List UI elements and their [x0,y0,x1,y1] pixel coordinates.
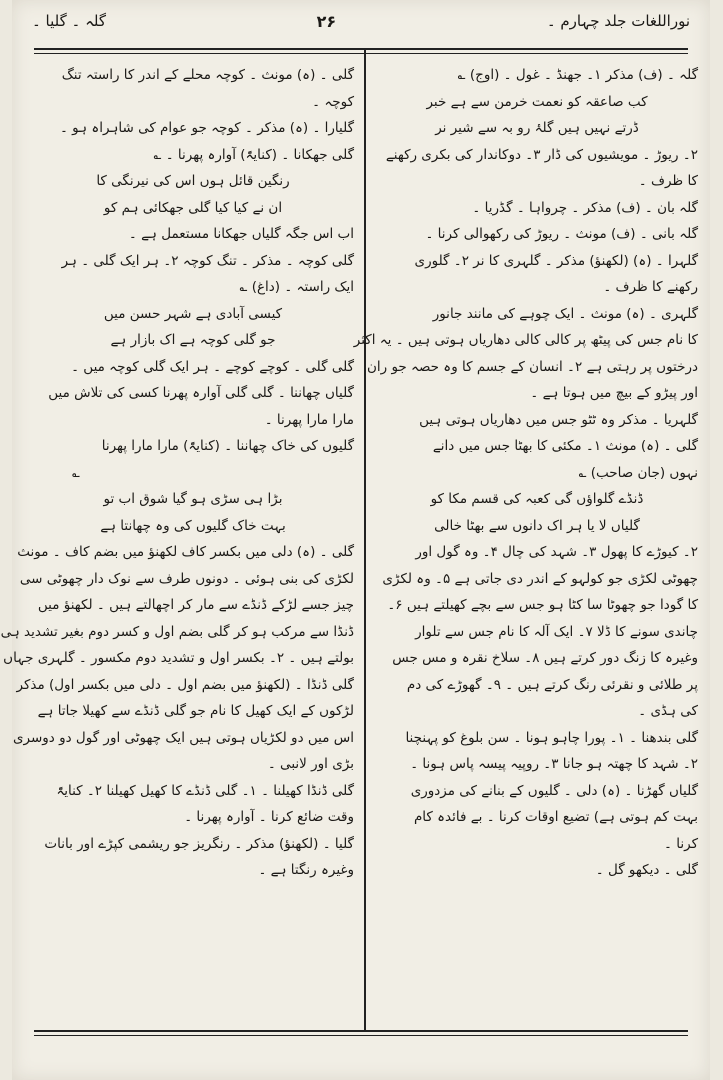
entry-line: گلہریا ۔ مذکر وہ ٹٹو جس میں دھاریاں ہوتی ہیں [419,411,698,428]
entry-line: گلہری ۔ (ہ) مونث ۔ ایک چوہے کی مانند جانور [432,305,698,322]
entry-line: نہوں (جان صاحب) ؎ [578,464,698,481]
entry-line: گلی جھکانا ۔ (کنایۃً) آوارہ پھرنا ۔ ؎ [153,146,354,163]
entry-line: گلیاں گھڑنا ۔ (ہ) دلی ۔ گلیوں کے بنانے کی مزدوری [410,782,698,799]
entry-line: چیز جسے لڑکے ڈنڈے سے مار کر اچھالتے ہیں ۔ لکھنؤ میں [37,597,354,613]
page-range-title: گلہ ۔ گلیا ۔ [32,12,106,30]
entry-line: ڈنڈا سے مرکب ہو کر گلی بضم اول و کسر دوم بغیر تشدید ہی [0,623,354,640]
entry-line: بڑی اور لانبی ۔ [267,756,354,772]
entry-line: لڑکوں کے ایک کھیل کا نام جو گلی ڈنڈے سے کھیلا جاتا ہے [37,703,354,719]
bottom-rule-thin [34,1035,688,1036]
entry-line: بولتے ہیں ۔ ۲۔ بکسر اول و تشدید دوم مکسور ۔ گلہری جہاں [3,650,354,666]
entry-line: کا گودا جو چھوٹا سا کٹا ہو جس سے بچے کھیلتے ہیں ۶۔ [387,597,698,613]
entry-line: بڑا ہی سڑی ہو گیا شوق اب تو [103,491,283,507]
entry-line: گلی ۔ (ہ) مونث ۱۔ مکئی کا بھٹا جس میں دانے [432,438,698,454]
entry-line: چاندی سونے کا ڈلا ۷۔ ایک آلہ کا نام جس سے تلوار [415,623,698,640]
entry-line: لکڑی کی بنی ہوئی ۔ دونوں طرف سے نوک دار چھوٹی سی [19,570,354,587]
entry-line: گلیوں کی خاک چھاننا ۔ (کنایۃً) مارا مارا پھرنا [101,438,354,454]
right-column [353,62,698,1022]
entry-line: رکھنے کا ظرف ۔ [603,279,698,295]
entry-line: ۲۔ کیوڑے کا پھول ۳۔ شہد کی چال ۴۔ وہ گول اور [415,544,698,560]
entry-line: اس میں دو لکڑیاں ہوتی ہیں ایک چھوٹی اور گول دو دوسری [12,729,354,746]
entry-line: درختوں پر رہتی ہے ۲۔ انسان کے جسم کا وہ حصہ جو ران [366,358,698,375]
entry-line: ۲۔ ریوڑ ۔ مویشیوں کی ڈار ۳۔ دوکاندار کی بکری رکھنے [385,146,698,163]
entry-line: اور پیڑو کے بیچ میں ہوتا ہے ۔ [530,385,698,401]
entry-line: بہت کم ہوتی ہے) تضیع اوقات کرنا ۔ بے فائدہ کام [413,809,698,825]
entry-line: کیسی آبادی ہے شہر حسن میں [103,305,283,322]
entry-line: ایک راستہ ۔ (داغ) ؎ [239,279,354,295]
entry-line: گلہرا ۔ (ہ) (لکھنؤ) مذکر ۔ گلہری کا نر ۲۔ گلوری [414,252,698,269]
entry-line: گلہ ۔ (ف) مذکر ۱۔ جھنڈ ۔ غول ۔ (اوج) ؎ [457,67,698,83]
left-column [0,62,354,1022]
entry-line: گلہ بان ۔ (ف) مذکر ۔ چرواہا ۔ گڈریا ۔ [472,199,698,216]
entry-line: وغیرہ رنگتا ہے ۔ [258,862,354,878]
entry-line: ۲۔ شہد کا چھتہ ہو جانا ۳۔ روپیہ پیسہ پاس ہونا ۔ [410,756,698,772]
entry-line: بہت خاک گلیوں کی وہ چھانتا ہے [100,517,286,534]
entry-line: گلیا ۔ (لکھنؤ) مذکر ۔ رنگریز جو ریشمی کپڑے اور بانات [44,835,354,852]
bottom-rule [34,1030,688,1032]
entry-line: کب صاعقہ کو نعمت خرمن سے ہے خبر [426,93,648,110]
entry-line: کی ہڈی ۔ [638,703,698,719]
entry-line: اب اس جگہ گلیاں جھکانا مستعمل ہے ۔ [128,226,354,242]
entry-line: گلیارا ۔ (ہ) مذکر ۔ کوچہ جو عوام کی شاہراہ ہو ۔ [59,120,354,136]
entry-line: گلہ بانی ۔ (ف) مونث ۔ ریوڑ کی رکھوالی کرنا ۔ [425,226,698,242]
entry-line: وغیرہ کا زنگ دور کرتے ہیں ۸۔ سلاخ نقرہ و مس جس [392,650,698,666]
entry-line: گلی ۔ دیکھو گل ۔ [595,862,698,878]
entry-line: گلی گلی ۔ کوچے کوچے ۔ ہر ایک گلی کوچہ میں ۔ [71,358,354,375]
top-rule-thin [34,53,688,54]
page-header [32,6,690,36]
entry-line: مارا مارا پھرنا ۔ [264,411,354,428]
entry-line: ؎ [72,464,80,481]
entry-line: جو گلی کوچہ ہے اک بازار ہے [110,332,276,348]
entry-line: کا نام جس کی پیٹھ پر کالی کالی دھاریاں ہوتی ہیں ۔ یہ اکثر [353,332,698,348]
entry-line: چھوٹی لکڑی جو کولہو کے اندر دی جاتی ہے ۵۔ وہ لکڑی [382,570,698,587]
entry-line: کرنا ۔ [664,835,698,852]
book-title: نوراللغات جلد چہارم ۔ [546,12,690,30]
entry-line: پر طلائی و نقرئی رنگ کرتے ہیں ۔ ۹۔ گھوڑے کی دم [406,676,698,693]
entry-line: گلی ڈنڈا کھیلنا ۔ ۱۔ گلی ڈنڈے کا کھیل کھیلنا ۲۔ کنایۃً [56,782,354,799]
entry-line: کوچہ ۔ [312,93,354,110]
entry-line: وقت ضائع کرنا ۔ آوارہ پھرنا ۔ [184,809,354,825]
entry-line: کا ظرف ۔ [638,173,698,189]
column-divider [364,50,366,1030]
entry-line: گلیاں چھاننا ۔ گلی گلی آوارہ پھرنا کسی کی تلاش میں [48,385,354,401]
entry-line: گلیاں لا یا ہر اک دانوں سے بھٹا خالی [434,517,640,534]
entry-line: رنگین قائل ہوں اس کی نیرنگی کا [96,173,290,189]
page-number: ۲۶ [316,11,337,31]
entry-line: گلی ۔ (ہ) دلی میں بکسر کاف لکھنؤ میں بضم کاف ۔ مونث [17,544,354,560]
entry-line: گلی کوچہ ۔ مذکر ۔ تنگ کوچہ ۲۔ ہر ایک گلی ۔ ہر [61,252,354,269]
entry-line: گلی ڈنڈا ۔ (لکھنؤ میں بضم اول ۔ دلی میں بکسر اول) مذکر [16,676,354,693]
entry-line: گلی ۔ (ہ) مونث ۔ کوچہ محلے کے اندر کا راستہ تنگ [61,67,354,83]
entry-line: گلی بندھنا ۔ ۱۔ پورا چاہو ہونا ۔ سن بلوغ کو پہنچنا [405,729,698,746]
top-rule [34,48,688,50]
entry-line: ان نے کیا کیا گلی جھکائی ہم کو [103,199,283,216]
entry-line: ڈرتے نہیں ہیں گلۂ رو بہ سے شیر نر [435,120,639,136]
entry-line: ڈنڈے گلواؤں گی کعبہ کی قسم مکا کو [430,491,644,507]
